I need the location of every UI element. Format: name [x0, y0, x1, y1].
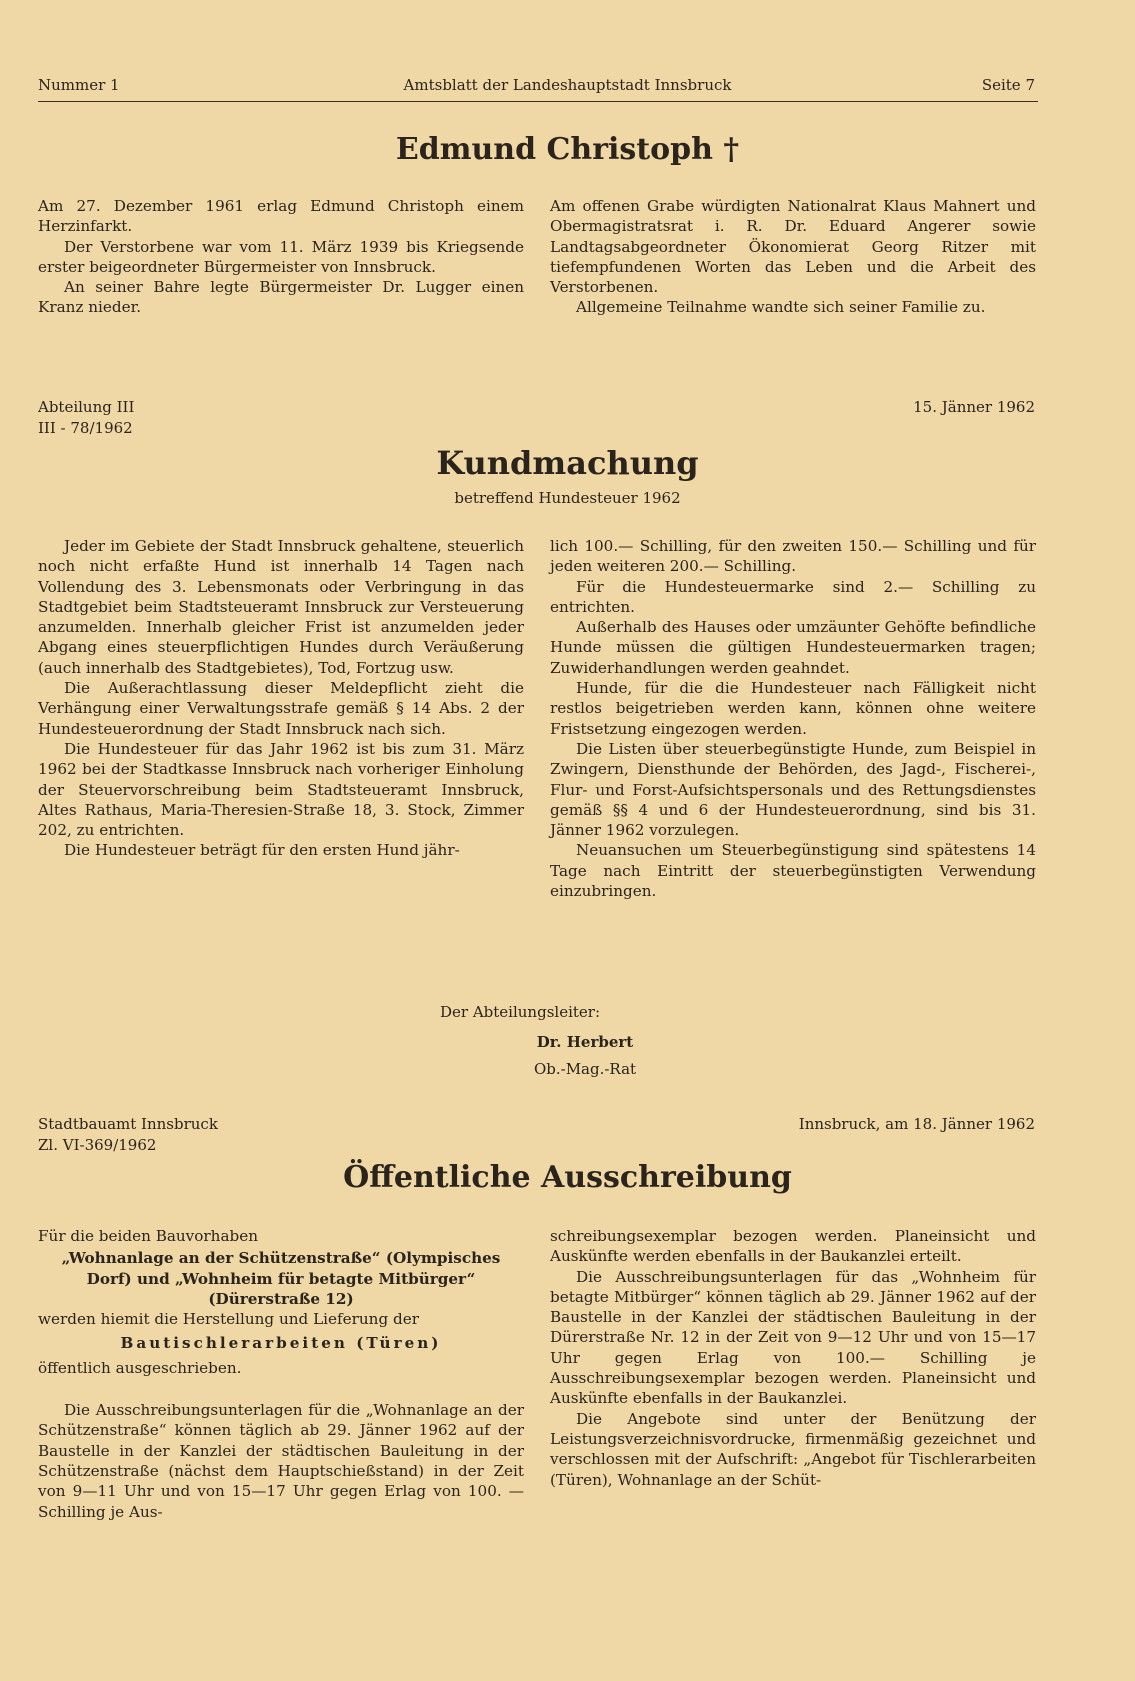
tender-left-column: [38, 1226, 524, 1522]
paragraph: werden hiemit die Herstellung und Lieferung der: [38, 1310, 419, 1329]
tender-date: Innsbruck, am 18. Jänner 1962: [798, 1115, 1035, 1133]
trade-name: Bautischlerarbeiten (Türen): [120, 1334, 442, 1353]
tender-title: Öffentliche Ausschreibung: [343, 1160, 792, 1195]
obituary-title: Edmund Christoph †: [395, 132, 740, 167]
paragraph: Die Außerachtlassung dieser Meldepflicht zieht die Verhängung einer Verwaltungsstrafe gemäß § 14 Abs. 2 der Hundesteuerordnung der Stadt Innsbruck nach sich.: [38, 679, 524, 738]
publication-title: Amtsblatt der Landeshauptstadt Innsbruck: [403, 76, 732, 94]
signature-name: Dr. Herbert: [536, 1033, 634, 1051]
paragraph: Der Verstorbene war vom 11. März 1939 bis Kriegsende erster beigeordneter Bürgermeister von Innsbruck.: [38, 237, 524, 276]
signature-title: Ob.-Mag.-Rat: [533, 1060, 637, 1078]
tender-right-column: [550, 1226, 1036, 1490]
page-number: Seite 7: [981, 76, 1035, 94]
paragraph: Hunde, für die die Hundesteuer nach Fälligkeit nicht restlos beigetrieben werden kann, können ohne weitere Fristsetzung eingezogen werden.: [550, 679, 1036, 738]
paragraph: Für die beiden Bauvorhaben: [38, 1227, 258, 1245]
paragraph: lich 100.— Schilling, für den zweiten 150.— Schilling und für jeden weiteren 200.— Schilling.: [550, 537, 1036, 576]
paragraph: Für die Hundesteuermarke sind 2.— Schilling zu entrichten.: [550, 577, 1036, 616]
office-name: Stadtbauamt Innsbruck: [38, 1115, 218, 1133]
paragraph: öffentlich ausgeschrieben.: [38, 1358, 242, 1377]
notice-title: Kundmachung: [436, 444, 699, 482]
notice-left-column: [38, 536, 524, 861]
notice-right-column: [550, 536, 1036, 901]
paragraph: Die Ausschreibungsunterlagen für das „Wohnheim für betagte Mitbürger“ können täglich ab 29. Jänner 1962 auf der Baustelle in der Kanzlei der städtischen Bauleitung in der Dürerstraße Nr. 12 in der Zeit von 9—12 Uhr und von 15—17 Uhr gegen Erlag von 100.— Schilling je Ausschreibungsexemplar bezogen werden. Planeinsicht und Auskünfte ebenfalls in der Baukanzlei.: [550, 1267, 1036, 1408]
header-rule: [38, 101, 1038, 102]
paragraph: Außerhalb des Hauses oder umzäunter Gehöfte befindliche Hunde müssen die gültigen Hundesteuermarken tragen; Zuwiderhandlungen werden geahndet.: [550, 618, 1036, 677]
paragraph: Die Angebote sind unter der Benützung der Leistungsverzeichnisvordrucke, firmenmäßig gezeichnet und verschlossen mit der Aufschrift: „Angebot für Tischlerarbeiten (Türen), Wohnanlage an der Schüt-: [550, 1409, 1036, 1489]
paragraph: Die Listen über steuerbegünstigte Hunde, zum Beispiel in Zwingern, Diensthunde der Behörden, des Jagd-, Fischerei-, Flur- und Forst-Aufsichtspersonals und des Rettungsdienstes gemäß §§ 4 und 6 der Hundesteuerordnung, sind bis 31. Jänner 1962 vorzulegen.: [550, 739, 1036, 840]
paragraph: Die Ausschreibungsunterlagen für die „Wohnanlage an der Schützenstraße“ können täglich ab 29. Jänner 1962 auf der Baustelle in der Kanzlei der städtischen Bauleitung in der Schützenstraße (nächst dem Hauptschießstand) in der Zeit von 9—11 Uhr und von 15—17 Uhr gegen Erlag von 100. —Schilling je Aus-: [38, 1401, 524, 1521]
tender-reference: Zl. VI-369/1962: [38, 1136, 157, 1154]
obituary-left-column: [38, 196, 524, 318]
signature-role: Der Abteilungsleiter:: [440, 1003, 600, 1021]
notice-date: 15. Jänner 1962: [913, 398, 1035, 416]
paragraph: An seiner Bahre legte Bürgermeister Dr. Lugger einen Kranz nieder.: [38, 278, 524, 317]
paragraph: Neuansuchen um Steuerbegünstigung sind spätestens 14 Tage nach Eintritt der steuerbegünstigten Verwendung einzubringen.: [550, 841, 1036, 901]
reference-number: III - 78/1962: [38, 419, 133, 437]
paragraph: schreibungsexemplar bezogen werden. Planeinsicht und Auskünfte werden ebenfalls in der Baukanzlei erteilt.: [550, 1227, 1036, 1266]
paragraph: Am offenen Grabe würdigten Nationalrat Klaus Mahnert und Obermagistratsrat i. R. Dr. Eduard Angerer sowie Landtagsabgeordneter Ökonomierat Georg Ritzer mit tiefempfundenen Worten das Leben und die Arbeit des Verstorbenen.: [550, 197, 1036, 297]
department: Abteilung III: [38, 398, 135, 416]
paragraph: Die Hundesteuer beträgt für den ersten Hund jähr-: [64, 841, 460, 860]
notice-subtitle: betreffend Hundesteuer 1962: [454, 489, 681, 507]
paragraph: Jeder im Gebiete der Stadt Innsbruck gehaltene, steuerlich noch nicht erfaßte Hund ist innerhalb 14 Tagen nach Vollendung des 3. Lebensmonats oder Verbringung in das Stadtgebiet beim Stadtsteueramt Innsbruck zur Versteuerung anzumelden. Innerhalb gleicher Frist ist anzumelden jeder Abgang eines steuerpflichtigen Hundes durch Veräußerung (auch innerhalb des Stadtgebietes), Tod, Fortzug usw.: [38, 537, 524, 677]
paragraph: Die Hundesteuer für das Jahr 1962 ist bis zum 31. März 1962 bei der Stadtkasse Innsbruck nach vorheriger Einholung der Steuervorschreibung beim Stadtsteueramt Innsbruck, Altes Rathaus, Maria-Theresien-Straße 18, 3. Stock, Zimmer 202, zu entrichten.: [38, 739, 524, 840]
issue-number: Nummer 1: [38, 76, 120, 94]
paragraph: Am 27. Dezember 1961 erlag Edmund Christoph einem Herzinfarkt.: [38, 197, 524, 236]
paragraph: Allgemeine Teilnahme wandte sich seiner Familie zu.: [576, 298, 986, 317]
project-names: „Wohnanlage an der Schützenstraße“ (Olympisches Dorf) und „Wohnheim für betagte Mitbürger“ (Dürerstraße 12): [61, 1249, 501, 1308]
obituary-right-column: [550, 196, 1036, 318]
